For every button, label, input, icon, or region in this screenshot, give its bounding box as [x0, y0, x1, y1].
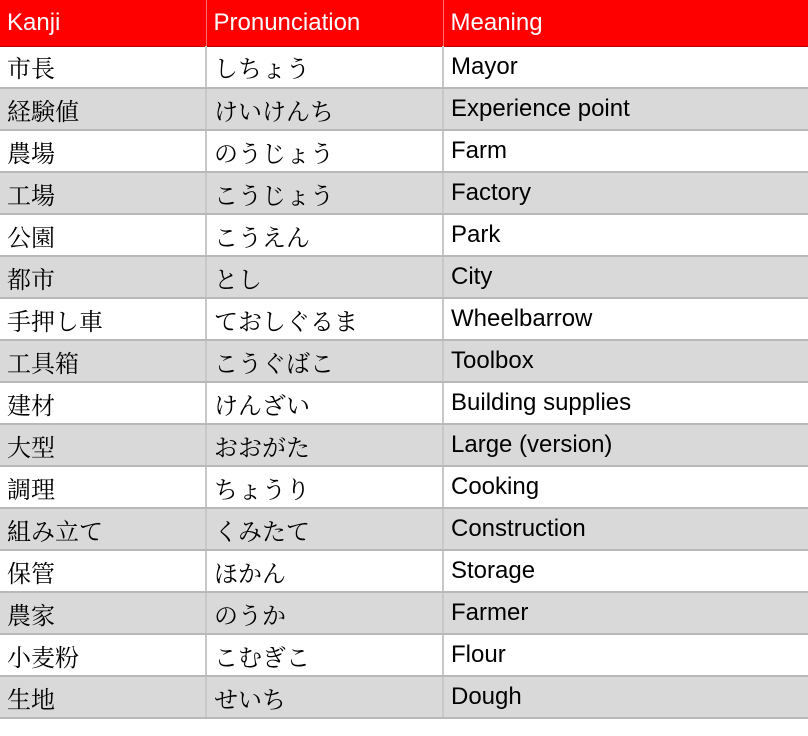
meaning-cell: Farmer: [443, 592, 808, 634]
kanji-cell: 小麦粉: [0, 634, 206, 676]
kanji-cell: 大型: [0, 424, 206, 466]
kanji-cell: 工場: [0, 172, 206, 214]
table-row: [0, 508, 808, 550]
meaning-cell: Factory: [443, 172, 808, 214]
pronunciation-cell: くみたて: [206, 508, 443, 550]
meaning-cell: Building supplies: [443, 382, 808, 424]
meaning-cell: Wheelbarrow: [443, 298, 808, 340]
table-header: [0, 0, 808, 46]
table-row: [0, 634, 808, 676]
kanji-cell: 生地: [0, 676, 206, 718]
pronunciation-cell: こうぐばこ: [206, 340, 443, 382]
table-row: [0, 130, 808, 172]
meaning-cell: Flour: [443, 634, 808, 676]
meaning-cell: Experience point: [443, 88, 808, 130]
meaning-cell: Toolbox: [443, 340, 808, 382]
header-row: [0, 0, 808, 46]
header-pronunciation: Pronunciation: [206, 0, 443, 46]
kanji-cell: 都市: [0, 256, 206, 298]
table-row: [0, 550, 808, 592]
pronunciation-cell: おおがた: [206, 424, 443, 466]
table-row: [0, 466, 808, 508]
kanji-cell: 経験値: [0, 88, 206, 130]
pronunciation-cell: のうか: [206, 592, 443, 634]
header-kanji: Kanji: [0, 0, 206, 46]
meaning-cell: Storage: [443, 550, 808, 592]
pronunciation-cell: こうえん: [206, 214, 443, 256]
pronunciation-cell: ちょうり: [206, 466, 443, 508]
meaning-cell: Park: [443, 214, 808, 256]
meaning-cell: Mayor: [443, 46, 808, 88]
meaning-cell: Dough: [443, 676, 808, 718]
table-row: [0, 592, 808, 634]
pronunciation-cell: けんざい: [206, 382, 443, 424]
kanji-cell: 農家: [0, 592, 206, 634]
table-row: [0, 88, 808, 130]
meaning-cell: Construction: [443, 508, 808, 550]
kanji-cell: 農場: [0, 130, 206, 172]
table-row: [0, 172, 808, 214]
pronunciation-cell: けいけんち: [206, 88, 443, 130]
pronunciation-cell: こうじょう: [206, 172, 443, 214]
table-row: [0, 256, 808, 298]
pronunciation-cell: ておしぐるま: [206, 298, 443, 340]
pronunciation-cell: とし: [206, 256, 443, 298]
table-body: [0, 46, 808, 718]
kanji-cell: 組み立て: [0, 508, 206, 550]
pronunciation-cell: せいち: [206, 676, 443, 718]
table-row: [0, 676, 808, 718]
meaning-cell: Farm: [443, 130, 808, 172]
pronunciation-cell: のうじょう: [206, 130, 443, 172]
table-row: [0, 340, 808, 382]
kanji-cell: 公園: [0, 214, 206, 256]
table-row: [0, 424, 808, 466]
table-row: [0, 382, 808, 424]
kanji-cell: 建材: [0, 382, 206, 424]
meaning-cell: City: [443, 256, 808, 298]
kanji-cell: 保管: [0, 550, 206, 592]
pronunciation-cell: ほかん: [206, 550, 443, 592]
table-row: [0, 298, 808, 340]
meaning-cell: Cooking: [443, 466, 808, 508]
kanji-cell: 工具箱: [0, 340, 206, 382]
pronunciation-cell: しちょう: [206, 46, 443, 88]
table-row: [0, 46, 808, 88]
kanji-cell: 手押し車: [0, 298, 206, 340]
kanji-cell: 調理: [0, 466, 206, 508]
meaning-cell: Large (version): [443, 424, 808, 466]
pronunciation-cell: こむぎこ: [206, 634, 443, 676]
kanji-cell: 市長: [0, 46, 206, 88]
header-meaning: Meaning: [443, 0, 808, 46]
table-row: [0, 214, 808, 256]
